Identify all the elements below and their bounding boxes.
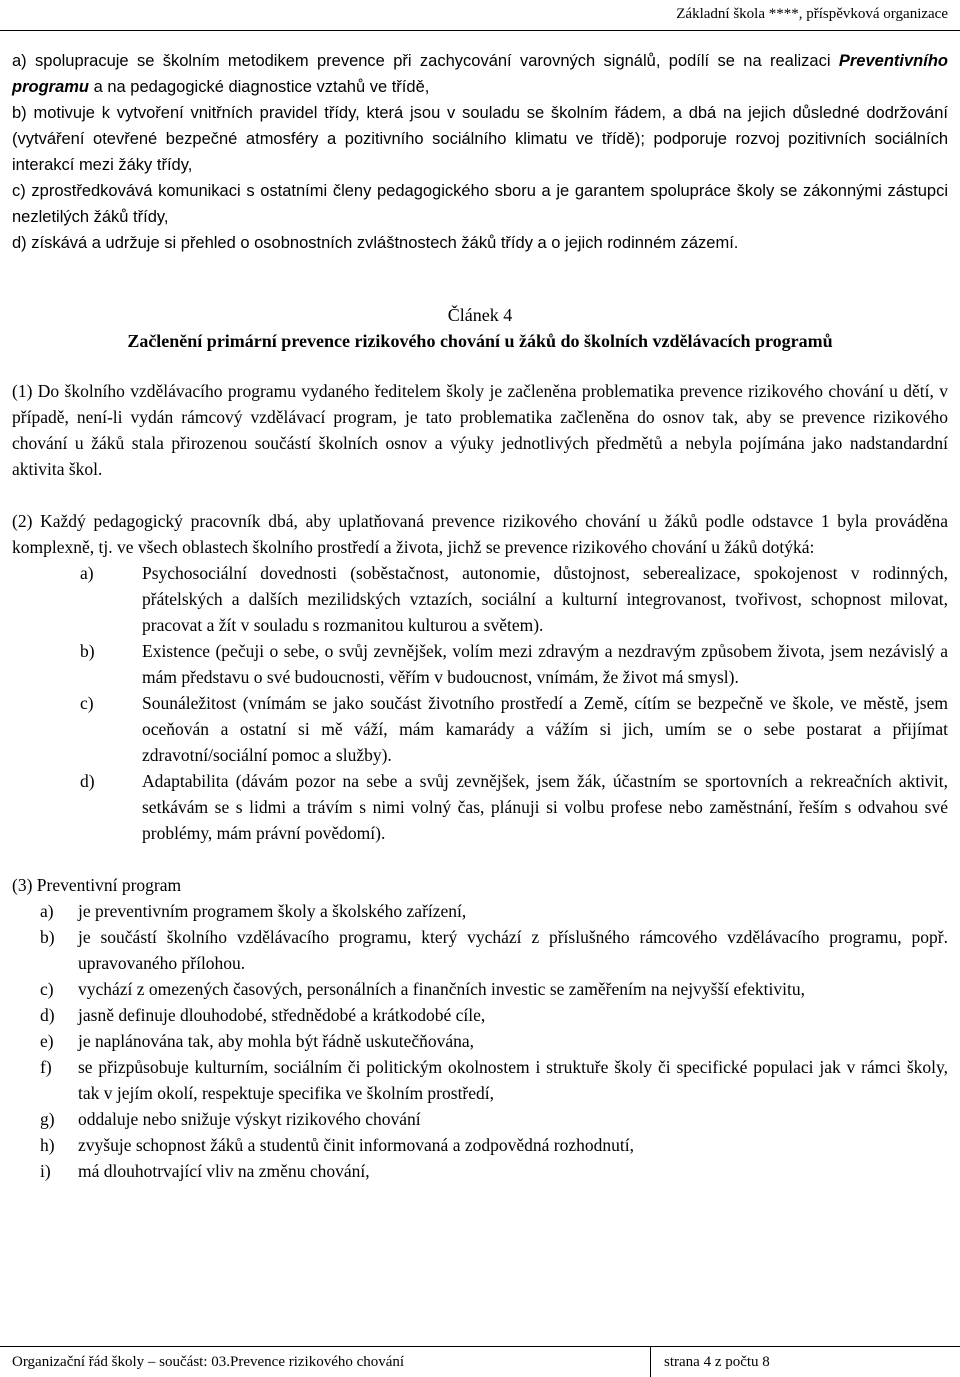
list-item: d) jasně definuje dlouhodobé, střednědobé a krátkodobé cíle, <box>40 1005 486 1025</box>
list-item: c) vychází z omezených časových, personálních a finančních investic se zaměřením na nejvyšší efektivitu, <box>40 979 805 999</box>
intro-item-d: d) získává a udržuje si přehled o osobnostních zvláštnostech žáků třídy a o jejich rodinném zázemí. <box>12 234 739 252</box>
header-school-name: Základní škola ****, příspěvková organizace <box>676 6 948 22</box>
article-subtitle: Začlenění primární prevence rizikového chování u žáků do školních vzdělávacích programů <box>127 331 833 351</box>
list-item: h) zvyšuje schopnost žáků a studentů činit informovaná a zodpovědná rozhodnutí, <box>40 1135 634 1155</box>
spacer <box>12 354 948 378</box>
list-item: e) je naplánována tak, aby mohla být řádně uskutečňována, <box>40 1031 475 1051</box>
page-header <box>0 0 960 31</box>
spacer <box>12 482 948 508</box>
list-item: d) Adaptabilita (dávám pozor na sebe a svůj zevnějšek, jsem žák, účastním se sportovních a rekreačních aktivit, setkávám se s lidmi a trávím s nimi volný čas, plánuji si volbu profese nebo zaměstnání, řeším s odvahou své problémy, mám právní povědomí). <box>80 771 948 843</box>
list-item: c) Sounáležitost (vnímám se jako součást životního prostředí a Země, cítím se bezpečně ve škole, ve městě, jsem oceňován a ostatní si mě váží, mám kamarády a vážím si jich, umím se o sebe postarat a přijímat zdravotní/sociální pomoc a služby). <box>80 693 948 765</box>
list-item: b) je součástí školního vzdělávacího programu, který vychází z příslušného rámcového vzdělávacího programu, popř. upravovaného přílohou. <box>40 927 948 973</box>
paragraph-1: (1) Do školního vzdělávacího programu vydaného ředitelem školy je začleněna problematika prevence rizikového chování u dětí, v případě, není-li vydán rámcový vzdělávací program, je tato problematika začleněna do osnov tak, aby se prevence rizikového chování u žáků stala přirozenou součástí školních osnov a výuky jednotlivých předmětů a nebyla pojímána jako nadstandardní aktivita škol. <box>12 381 948 479</box>
list-item: a) je preventivním programem školy a školského zařízení, <box>40 901 467 921</box>
intro-item-a: a) spolupracuje se školním metodikem prevence při zachycování varovných signálů, podílí se na realizaci Preventivního programu a na pedagogické diagnostice vztahů ve třídě, <box>12 52 948 96</box>
article-title: Článek 4 <box>447 305 513 325</box>
page-number: strana 4 z počtu 8 <box>664 1354 770 1370</box>
list-item: i) má dlouhotrvající vliv na změnu chování, <box>40 1161 370 1181</box>
paragraph-3-title: (3) Preventivní program <box>12 875 182 895</box>
preventive-program-emphasis: Preventivního programu <box>12 52 948 96</box>
intro-item-b: b) motivuje k vytvoření vnitřních pravidel třídy, která jsou v souladu se školním řádem, a dbá na jejich důsledné dodržování (vytváření otevřené bezpečné atmosféry a pozitivního sociálního klimatu ve třídě); podporuje rozvoj pozitivních sociálních interakcí mezi žáky třídy, <box>12 104 948 174</box>
list-item: a) Psychosociální dovednosti (soběstačnost, autonomie, důstojnost, seberealizace, spokojenost v rodinných, přátelských a dalších mezilidských vztazích, sociální a kulturní integrovanost, tvořivost, schopnost milovat, pracovat a žít v souladu s rozmanitou kulturou a světem). <box>80 563 948 635</box>
intro-list <box>12 48 948 256</box>
list-item: b) Existence (pečuji o sebe, o svůj zevnějšek, volím mezi zdravým a nezdravým způsobem života, jsem nezávislý a mám představu o své budoucnosti, věřím v budoucnost, vnímám, že život má smysl). <box>80 641 948 687</box>
list-item: g) oddaluje nebo snižuje výskyt rizikového chování <box>40 1109 421 1129</box>
list-item: f) se přizpůsobuje kulturním, sociálním či politickým okolnostem i struktuře školy či specifické populaci jak v rámci školy, tak v jejím okolí, respektuje specifika ve školním prostředí, <box>40 1057 948 1103</box>
paragraph-3-list <box>12 898 948 1184</box>
page-content <box>12 48 948 1184</box>
footer-divider <box>650 1347 651 1377</box>
paragraph-2-list <box>12 560 948 846</box>
spacer <box>12 846 948 872</box>
footer-document-title: Organizační řád školy – součást: 03.Prevence rizikového chování <box>12 1354 405 1370</box>
paragraph-2: (2) Každý pedagogický pracovník dbá, aby uplatňovaná prevence rizikového chování u žáků podle odstavce 1 byla prováděna komplexně, tj. ve všech oblastech školního prostředí a života, jichž se prevence rizikového chování u žáků dotýká: <box>12 511 948 557</box>
page-footer <box>0 1346 960 1377</box>
intro-item-c: c) zprostředkovává komunikaci s ostatními členy pedagogického sboru a je garantem spolupráce školy se zákonnými zástupci nezletilých žáků třídy, <box>12 182 948 226</box>
